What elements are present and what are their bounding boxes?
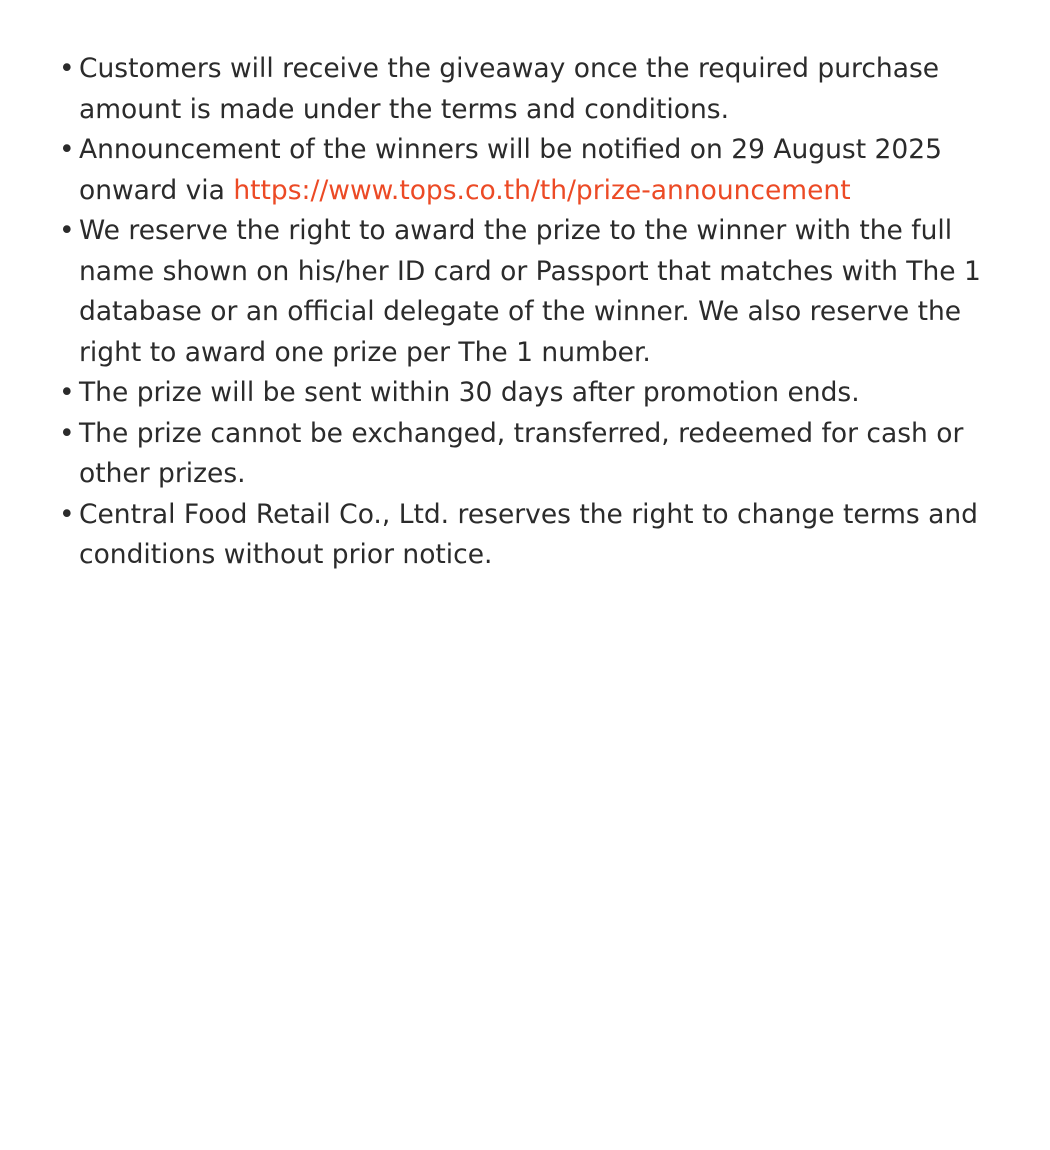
terms-and-conditions-list xyxy=(40,49,985,576)
list-item xyxy=(40,495,985,576)
term-text: The prize cannot be exchanged, transferred, redeemed for cash or other prizes. xyxy=(79,417,964,489)
term-text: Announcement of the winners will be notified on 29 August 2025 onward via xyxy=(79,134,942,206)
term-text: Customers will receive the giveaway once the required purchase amount is made under the terms and conditions. xyxy=(79,53,940,125)
bullet-icon: • xyxy=(59,377,75,408)
bullet-icon: • xyxy=(59,53,75,84)
term-text: The prize will be sent within 30 days after promotion ends. xyxy=(79,377,860,408)
bullet-icon: • xyxy=(59,417,75,449)
prize-announcement-link[interactable]: https://www.tops.co.th/th/prize-announcement xyxy=(233,174,851,206)
list-item xyxy=(40,211,985,373)
list-item xyxy=(40,49,985,130)
term-text: We reserve the right to award the prize to the winner with the full name shown on his/her ID card or Passport that matches with The 1 database or an official delegate of the winner. We also reserve the right to award one prize per The 1 number. xyxy=(79,215,981,368)
bullet-icon: • xyxy=(59,215,75,246)
bullet-icon: • xyxy=(59,498,75,530)
bullet-icon: • xyxy=(59,134,75,165)
list-item xyxy=(40,414,985,495)
list-item xyxy=(40,373,985,414)
list-item xyxy=(40,130,985,211)
term-text: Central Food Retail Co., Ltd. reserves the right to change terms and conditions without prior notice. xyxy=(79,498,978,570)
